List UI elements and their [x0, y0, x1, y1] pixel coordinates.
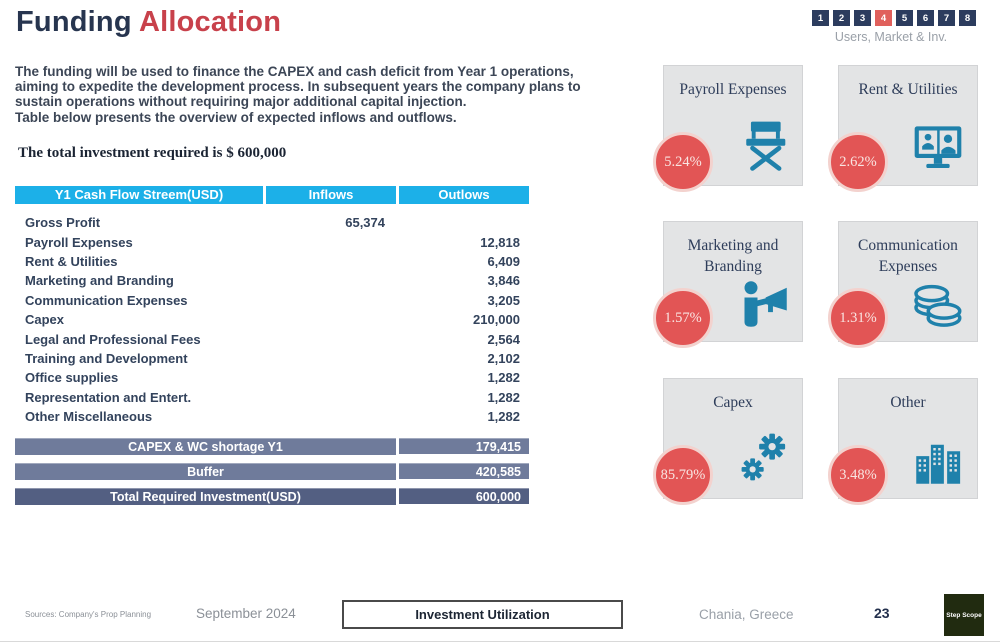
table-row: [15, 232, 529, 251]
table-row: [15, 271, 529, 290]
row-label: Rent & Utilities: [25, 253, 118, 269]
table-row: [15, 252, 529, 271]
summary-label: Buffer: [15, 463, 396, 480]
row-inflow: 65,374: [345, 215, 385, 231]
intro-line: The funding will be used to finance the CAPEX and cash deficit from Year 1 operations,: [15, 64, 574, 79]
footer-location: Chania, Greece: [699, 607, 794, 622]
card-title: Rent & Utilities: [858, 81, 958, 98]
row-outflow: 1,282: [487, 370, 520, 386]
intro-line: sustain operations without requiring major additional capital injection.: [15, 94, 467, 110]
percentage-badge: 1.31%: [828, 288, 888, 348]
table-body: [15, 213, 529, 426]
summary-row-capex-wc: [15, 438, 529, 455]
row-label: Representation and Entert.: [25, 389, 192, 405]
percentage-badge: 2.62%: [828, 132, 888, 192]
intro-paragraph: [15, 64, 645, 125]
coins-icon: [909, 281, 965, 329]
row-outflow: 2,102: [487, 350, 520, 366]
row-outflow: 12,818: [480, 234, 520, 250]
row-outflow: 210,000: [473, 312, 520, 328]
summary-value: 420,585: [399, 463, 529, 479]
row-outflow: 1,282: [487, 409, 520, 425]
slide-pagination: [806, 10, 976, 44]
row-outflow: 3,846: [487, 273, 520, 289]
step-scope-logo: Step Scope: [944, 594, 984, 636]
page-indicator-6[interactable]: 6: [917, 10, 934, 26]
intro-line: aiming to expedite the development process. In subsequent years the company plans to: [15, 79, 581, 95]
summary-label: Total Required Investment(USD): [15, 488, 396, 505]
page-title: [16, 6, 281, 39]
percentage-badge: 85.79%: [653, 445, 713, 505]
slide-pagination-row: [806, 10, 976, 26]
card-title: Capex: [713, 394, 753, 411]
row-outflow: 6,409: [487, 253, 520, 269]
row-label: Marketing and Branding: [25, 273, 174, 289]
footer-page-number: 23: [874, 605, 890, 621]
table-row: [15, 310, 529, 329]
card-title: Marketing and Branding: [687, 237, 779, 275]
table-row: [15, 407, 529, 426]
buildings-icon: [913, 436, 965, 486]
director-chair-icon: [740, 117, 790, 173]
intro-line: Table below presents the overview of expected inflows and outflows.: [15, 109, 457, 125]
table-row: [15, 388, 529, 407]
row-outflow: 3,205: [487, 292, 520, 308]
megaphone-person-icon: [738, 279, 790, 329]
row-label: Office supplies: [25, 370, 119, 386]
row-label: Legal and Professional Fees: [25, 331, 201, 347]
card-marketing-branding: [663, 221, 803, 342]
pagination-subtitle: Users, Market & Inv.: [834, 30, 948, 44]
summary-value: 179,415: [399, 438, 529, 454]
row-label: Training and Development: [25, 350, 188, 366]
summary-value: 600,000: [399, 488, 529, 504]
page-title-primary: Funding: [16, 6, 132, 38]
row-label: Capex: [25, 312, 65, 328]
column-header-outflows: Outlows: [399, 186, 529, 204]
page-indicator-3[interactable]: 3: [854, 10, 871, 26]
table-row: [15, 291, 529, 310]
sources-note: Sources: Company's Prop Planning: [25, 610, 152, 619]
row-label: Payroll Expenses: [25, 234, 133, 250]
table-row: [15, 368, 529, 387]
row-label: Communication Expenses: [25, 292, 188, 308]
row-label: Other Miscellaneous: [25, 409, 153, 425]
table-summary: [15, 438, 529, 505]
footer-date: September 2024: [196, 606, 296, 621]
card-title: Other: [890, 394, 926, 411]
cash-flow-table: [15, 186, 529, 513]
percentage-badge: 1.57%: [653, 288, 713, 348]
page-indicator-5[interactable]: 5: [896, 10, 913, 26]
page-title-accent: Allocation: [138, 6, 282, 38]
video-call-icon: [911, 123, 965, 173]
card-other: [838, 378, 978, 499]
table-row: [15, 213, 529, 232]
table-row: [15, 329, 529, 348]
section-label-box: Investment Utilization: [342, 600, 623, 629]
column-header-inflows: Inflows: [266, 186, 396, 204]
page-indicator-1[interactable]: 1: [812, 10, 829, 26]
table-header-row: [15, 186, 529, 204]
row-outflow: 1,282: [487, 389, 520, 405]
page-indicator-7[interactable]: 7: [938, 10, 955, 26]
column-header-stream: Y1 Cash Flow Streem(USD): [15, 186, 263, 204]
row-label: Gross Profit: [25, 215, 101, 231]
percentage-badge: 3.48%: [828, 445, 888, 505]
summary-row-buffer: [15, 463, 529, 480]
card-communication-expenses: [838, 221, 978, 342]
percentage-badge: 5.24%: [653, 132, 713, 192]
total-investment-line: The total investment required is $ 600,000: [18, 145, 287, 161]
card-title: Payroll Expenses: [679, 81, 787, 98]
page-indicator-2[interactable]: 2: [833, 10, 850, 26]
gears-icon: [738, 430, 790, 486]
card-payroll-expenses: [663, 65, 803, 186]
card-capex: [660, 378, 803, 499]
summary-label: CAPEX & WC shortage Y1: [15, 438, 396, 455]
summary-row-total: [15, 488, 529, 505]
page-indicator-8[interactable]: 8: [959, 10, 976, 26]
table-row: [15, 349, 529, 368]
card-rent-utilities: [838, 65, 978, 186]
row-outflow: 2,564: [487, 331, 520, 347]
card-title: Communication Expenses: [858, 237, 958, 275]
page-indicator-4-active[interactable]: 4: [875, 10, 892, 26]
